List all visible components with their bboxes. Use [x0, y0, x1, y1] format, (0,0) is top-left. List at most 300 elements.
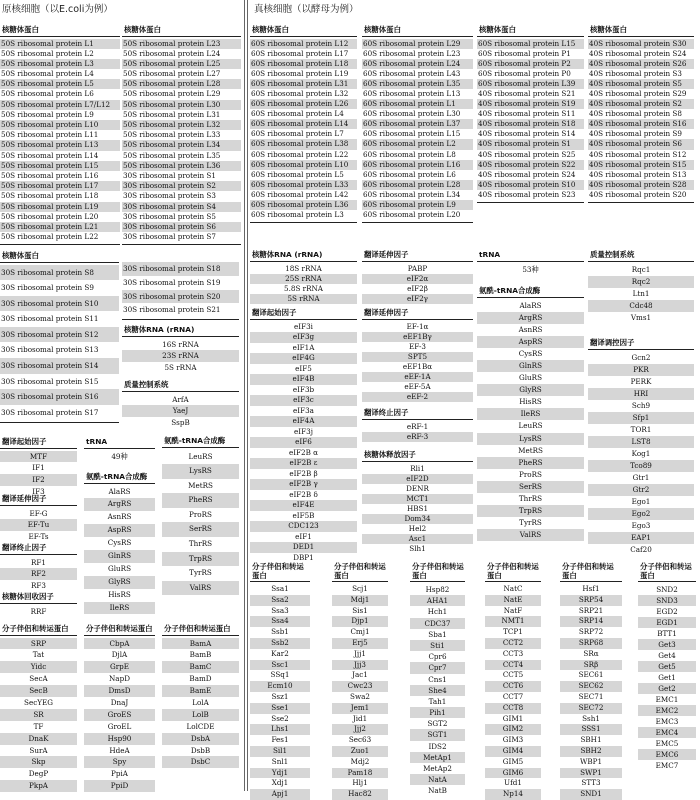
list-item: Get3 — [638, 639, 696, 650]
list-item: eIF2γ — [362, 294, 473, 304]
group-e-term — [362, 408, 473, 442]
list-item: eEF-1A — [362, 372, 473, 382]
list-item: Ego2 — [588, 508, 694, 520]
list-item: 60S ribosomal protein L15 — [363, 129, 461, 139]
group-header: 翻译延伸因子 — [0, 494, 77, 506]
list-item: 30S ribosomal protein S1 — [123, 170, 216, 180]
list-item: Yidc — [0, 661, 77, 673]
list-item: SEC71 — [578, 692, 604, 701]
list-item: 30S ribosomal protein S4 — [122, 202, 241, 212]
list-item: Ssh1 — [582, 713, 600, 723]
list-item: 50S ribosomal protein L2 — [1, 48, 94, 58]
list-item: 60S ribosomal protein L33 — [250, 180, 357, 190]
list-item: eIF3a — [293, 405, 314, 415]
list-item: GIM3 — [502, 735, 524, 745]
list-item: PpiD — [84, 780, 155, 792]
list-item: EMC3 — [655, 717, 679, 727]
list-item: 25S rRNA — [250, 274, 357, 284]
list-item: LysRS — [162, 464, 239, 479]
list-item: 60S ribosomal protein L19 — [251, 68, 349, 78]
list-item: TF — [33, 721, 44, 731]
group-header: 质量控制系统 — [588, 250, 694, 262]
list-item: 50S ribosomal protein L25 — [122, 59, 241, 69]
list-item: 30S ribosomal protein S18 — [122, 262, 239, 276]
list-item: TCP1 — [503, 627, 523, 637]
list-item: Ydj1 — [250, 768, 310, 779]
list-item: 60S ribosomal protein P2 — [477, 59, 584, 69]
group-e-init — [250, 308, 357, 563]
list-item: eIF1 — [295, 531, 312, 541]
list-item: Jjj2 — [332, 724, 388, 735]
list-item: Sch9 — [631, 400, 651, 410]
list-item: NMT1 — [485, 616, 541, 627]
list-item: PERK — [630, 376, 652, 386]
list-item: GrpE — [84, 661, 155, 673]
list-item: 40S ribosomal protein S1 — [477, 139, 584, 149]
group-p-rp50-a — [0, 25, 120, 245]
list-item: 50S ribosomal protein L20 — [1, 211, 99, 221]
group-header: 分子伴侣和转运蛋白 — [250, 562, 310, 582]
list-item: PpiA — [111, 769, 128, 779]
list-item: HisRS — [519, 397, 542, 407]
list-item: Tat — [32, 650, 45, 660]
group-rule — [250, 222, 357, 223]
list-item: Ssa4 — [250, 616, 310, 627]
list-item: NapD — [109, 674, 130, 684]
group-header: 分子伴侣和转运蛋白 — [162, 624, 239, 636]
list-item: She4 — [410, 685, 465, 696]
list-item: eIF2α — [362, 274, 473, 284]
list-item: 60S ribosomal protein L43 — [363, 68, 461, 78]
group-rule — [0, 244, 120, 245]
list-item: 40S ribosomal protein S23 — [478, 189, 576, 199]
list-item: EMC6 — [638, 749, 696, 760]
list-item: 40S ribosomal protein S10 — [477, 180, 584, 190]
list-item: 50S ribosomal protein L23 — [122, 39, 241, 49]
list-item: AlaRS — [108, 486, 131, 496]
group-p-rp50-b — [122, 25, 241, 245]
list-item: EMC2 — [638, 705, 696, 716]
list-item: Vms1 — [630, 313, 652, 323]
list-item: 30S ribosomal protein S10 — [0, 296, 119, 312]
list-item: SRP14 — [560, 616, 622, 627]
list-item: Sti1 — [410, 640, 465, 651]
group-header: 氨酰-tRNA合成酶 — [162, 436, 239, 448]
list-item: 49种 — [111, 451, 128, 461]
list-item: AspRS — [477, 336, 584, 348]
list-item: 60S ribosomal protein L26 — [250, 99, 357, 109]
list-item: LolA — [192, 697, 209, 707]
list-item: ArfA — [172, 394, 189, 404]
list-item: YaeJ — [122, 405, 239, 417]
list-item: GluRS — [107, 563, 131, 573]
list-item: Lhs1 — [250, 724, 310, 735]
list-item: Sil1 — [250, 746, 310, 757]
list-item: 60S ribosomal protein L42 — [251, 189, 349, 199]
list-item: Gtr1 — [632, 472, 650, 482]
list-item: 30S ribosomal protein S20 — [122, 290, 239, 304]
list-item: IDS2 — [428, 741, 447, 751]
list-item: DjlA — [111, 650, 128, 660]
group-header: 核糖体回收因子 — [0, 592, 77, 604]
list-item: 60S ribosomal protein L12 — [250, 39, 357, 49]
list-item: SerRS — [162, 522, 239, 537]
list-item: CDC123 — [250, 521, 357, 532]
list-item: GlnRS — [84, 550, 155, 563]
list-item: 30S ribosomal protein S13 — [1, 345, 99, 355]
list-item: SBH1 — [580, 735, 602, 745]
list-item: MetRS — [188, 480, 213, 490]
list-item: eIF3g — [250, 332, 357, 343]
list-item: 60S ribosomal protein L6 — [363, 169, 456, 179]
list-item: 30S ribosomal protein S2 — [122, 181, 241, 191]
list-item: Tah1 — [428, 696, 447, 706]
list-item: CDC37 — [410, 618, 465, 629]
group-p-chap-c — [162, 624, 239, 768]
list-item: MetAp1 — [410, 752, 465, 763]
list-item: 60S ribosomal protein L31 — [250, 79, 357, 89]
list-item: CysRS — [107, 538, 132, 548]
list-item: Fes1 — [271, 735, 289, 745]
list-item: EMC7 — [655, 761, 679, 771]
group-header: 核糖体蛋白 — [0, 251, 119, 263]
list-item: NatA — [410, 774, 465, 785]
list-item: eIF4A — [250, 416, 357, 427]
list-item: SGT2 — [427, 719, 448, 729]
list-item: AsnRS — [518, 324, 543, 334]
list-item: 60S ribosomal protein L16 — [362, 160, 473, 170]
group-rule — [477, 202, 584, 203]
list-item: Gtr2 — [588, 484, 694, 496]
list-item: 40S ribosomal protein S15 — [588, 160, 694, 170]
list-item: 50S ribosomal protein L35 — [123, 150, 221, 160]
list-item: BamA — [162, 638, 239, 650]
list-item: 50S ribosomal protein L16 — [1, 170, 99, 180]
list-item: SRP — [0, 638, 77, 650]
list-item: 50S ribosomal protein L5 — [0, 79, 120, 89]
list-item: 40S ribosomal protein S22 — [477, 160, 584, 170]
list-item: 60S ribosomal protein L34 — [363, 189, 461, 199]
list-item: Sse2 — [271, 713, 289, 723]
list-item: SurA — [29, 745, 48, 755]
list-item: CbpA — [84, 638, 155, 650]
list-item: Cmj1 — [350, 627, 370, 637]
prokaryote-title: 原核细胞（以E.coli为例） — [2, 4, 113, 15]
list-item: 50S ribosomal protein L22 — [1, 232, 99, 242]
list-item: 40S ribosomal protein S18 — [477, 119, 584, 129]
list-item: 60S ribosomal protein L29 — [362, 39, 473, 49]
list-item: 30S ribosomal protein S15 — [1, 376, 99, 386]
list-item: Slh1 — [409, 544, 426, 554]
list-item: DBP1 — [293, 552, 314, 562]
group-header: 核糖体RNA (rRNA) — [122, 325, 239, 337]
list-item: TOR1 — [630, 424, 652, 434]
list-item: SerRS — [477, 481, 584, 493]
group-header: 分子伴侣和转运蛋白 — [485, 562, 541, 582]
list-item: 60S ribosomal protein L14 — [250, 119, 357, 129]
list-item: ThrRS — [518, 494, 543, 504]
list-item: SBH2 — [560, 746, 622, 757]
list-item: 60S ribosomal protein L15 — [477, 39, 584, 49]
list-item: 50S ribosomal protein L13 — [0, 140, 120, 150]
group-rule — [122, 319, 239, 320]
list-item: RF1 — [31, 557, 46, 567]
list-item: GlyRS — [477, 384, 584, 396]
list-item: 40S ribosomal protein S6 — [588, 139, 694, 149]
list-item: 40S ribosomal protein S20 — [589, 189, 687, 199]
list-item: DsbB — [190, 745, 211, 755]
group-header: 翻译终止因子 — [0, 543, 77, 555]
list-item: eIF2B α — [288, 447, 319, 457]
list-item: 60S ribosomal protein L1 — [362, 99, 473, 109]
group-p-aars-b — [162, 436, 239, 595]
group-p-rrna — [122, 325, 239, 374]
list-item: Ssa2 — [250, 595, 310, 606]
group-header: 分子伴侣和转运蛋白 — [410, 562, 465, 582]
list-item: 40S ribosomal protein S2 — [588, 99, 694, 109]
list-item: MTF — [0, 451, 77, 463]
list-item: SSq1 — [270, 670, 290, 680]
group-p-trna — [84, 437, 155, 463]
list-item: Get5 — [638, 661, 696, 672]
group-header: tRNA — [477, 250, 584, 262]
list-item: eIF4B — [250, 374, 357, 385]
list-item: 50S ribosomal protein L21 — [0, 222, 120, 232]
list-item: 60S ribosomal protein L13 — [363, 88, 461, 98]
list-item: GluRS — [518, 373, 542, 383]
group-e-reg — [588, 338, 694, 556]
list-item: eIF4G — [250, 353, 357, 364]
group-header: 翻译终止因子 — [362, 408, 473, 420]
list-item: BamD — [189, 674, 212, 684]
list-item: 30S ribosomal protein S14 — [0, 358, 119, 374]
list-item: ValRS — [477, 529, 584, 541]
list-item: 60S ribosomal protein L35 — [362, 79, 473, 89]
list-item: 50S ribosomal protein L6 — [1, 89, 94, 99]
panel-divider-2 — [247, 0, 248, 791]
list-item: GIM6 — [485, 768, 541, 779]
list-item: 50S ribosomal protein L32 — [122, 120, 241, 130]
list-item: GIM1 — [502, 713, 524, 723]
list-item: SRα — [583, 648, 599, 658]
list-item: EAP1 — [588, 532, 694, 544]
list-item: Pih1 — [410, 707, 465, 718]
list-item: Sba1 — [428, 629, 447, 639]
list-item: Ssa3 — [271, 605, 289, 615]
list-item: 50S ribosomal protein L24 — [123, 48, 221, 58]
group-p-term — [0, 543, 77, 592]
list-item: Hel2 — [408, 524, 427, 534]
list-item: DnaJ — [110, 697, 129, 707]
list-item: 50S ribosomal protein L30 — [122, 100, 241, 110]
list-item: Hsp90 — [84, 733, 155, 745]
list-item: 50S ribosomal protein L1 — [0, 39, 120, 49]
group-p-aars-a — [84, 472, 155, 614]
list-item: LysRS — [477, 433, 584, 445]
list-item: SRP72 — [578, 627, 604, 637]
list-item: eRF-1 — [406, 421, 429, 431]
list-item: NatE — [485, 595, 541, 606]
list-item: TyrRS — [519, 518, 542, 528]
list-item: NatF — [503, 605, 523, 615]
list-item: eIF3c — [250, 395, 357, 406]
list-item: 40S ribosomal protein S24 — [589, 48, 687, 58]
list-item: PKR — [588, 364, 694, 376]
list-item: PkpA — [0, 780, 77, 792]
list-item: 60S ribosomal protein L17 — [251, 48, 349, 58]
list-item: Jac1 — [352, 670, 368, 680]
list-item: BTT1 — [657, 629, 677, 639]
list-item: Apj1 — [250, 789, 310, 800]
list-item: Hsf1 — [582, 584, 600, 594]
list-item: SSS1 — [560, 724, 622, 735]
group-header: 分子伴侣和转运蛋白 — [332, 562, 388, 582]
group-header: tRNA — [84, 437, 155, 449]
list-item: 40S ribosomal protein S30 — [588, 39, 694, 49]
group-p-chap-a — [0, 624, 77, 792]
group-e-rp-c — [477, 25, 584, 203]
list-item: eIF2D — [362, 474, 473, 484]
list-item: DENR — [406, 483, 429, 493]
list-item: EF-G — [29, 508, 48, 518]
group-p-elong — [0, 494, 77, 543]
list-item: 40S ribosomal protein S25 — [478, 149, 576, 159]
list-item: Ssc1 — [250, 660, 310, 671]
list-item: 60S ribosomal protein L32 — [251, 88, 349, 98]
list-item: 60S ribosomal protein L37 — [362, 119, 473, 129]
list-item: Jid1 — [352, 713, 368, 723]
list-item: eIF2B γ — [250, 479, 357, 490]
list-item: 40S ribosomal protein S8 — [589, 109, 682, 119]
group-e-elong1 — [362, 250, 473, 304]
list-item: CCT7 — [502, 692, 524, 701]
list-item: eIF2B β — [289, 468, 318, 478]
panel-divider — [244, 0, 245, 791]
list-item: NatC — [503, 584, 523, 594]
list-item: 40S ribosomal protein S28 — [588, 180, 694, 190]
list-item: 50S ribosomal protein L29 — [123, 89, 221, 99]
group-e-chap-f — [638, 562, 696, 771]
list-item: 40S ribosomal protein S12 — [589, 149, 687, 159]
list-item: CCT6 — [485, 681, 541, 692]
list-item: Kar2 — [271, 648, 289, 658]
group-header: 核糖体蛋白 — [0, 25, 120, 37]
list-item: SPT5 — [362, 352, 473, 362]
list-item: 40S ribosomal protein S26 — [588, 59, 694, 69]
list-item: Scj1 — [352, 584, 368, 594]
list-item: Ego1 — [631, 496, 651, 506]
list-item: Get2 — [638, 683, 696, 694]
list-item: EF-Tu — [0, 519, 77, 531]
list-item: 40S ribosomal protein S9 — [589, 129, 682, 139]
list-item: Sse1 — [250, 703, 310, 714]
list-item: Djp1 — [332, 616, 388, 627]
list-item: eRF-3 — [362, 432, 473, 442]
list-item: eIF6 — [250, 437, 357, 448]
list-item: 30S ribosomal protein S9 — [1, 283, 94, 293]
list-item: HRI — [588, 388, 694, 400]
list-item: GroEL — [107, 721, 132, 731]
list-item: Ssz1 — [271, 692, 289, 701]
list-item: 50S ribosomal protein L33 — [123, 130, 221, 140]
list-item: ArgRS — [84, 498, 155, 511]
list-item: 60S ribosomal protein L18 — [250, 59, 357, 69]
group-header: 核糖体蛋白 — [588, 25, 694, 37]
group-header: 翻译延伸因子 — [362, 250, 473, 262]
list-item: 50S ribosomal protein L11 — [1, 130, 99, 140]
group-e-rrna — [250, 250, 357, 304]
list-item: GlnRS — [477, 360, 584, 372]
list-item: DED1 — [250, 542, 357, 553]
list-item: 50S ribosomal protein L15 — [0, 161, 120, 171]
list-item: MCT1 — [362, 494, 473, 504]
group-header: 翻译调控因子 — [588, 338, 694, 350]
list-item: EGD2 — [656, 607, 678, 617]
list-item: eIF2B δ — [289, 489, 318, 499]
list-item: SND2 — [656, 585, 678, 595]
list-item: 30S ribosomal protein S19 — [123, 277, 221, 287]
list-item: 23S rRNA — [122, 350, 239, 362]
list-item: 60S ribosomal protein L30 — [363, 109, 461, 119]
list-item: eEF1Bγ — [362, 332, 473, 342]
list-item: eIF3i — [294, 321, 313, 331]
list-item: SRP54 — [560, 595, 622, 606]
list-item: GIM5 — [502, 756, 524, 766]
list-item: Spy — [84, 756, 155, 768]
list-item: Mdj2 — [350, 756, 370, 766]
list-item: RRF — [30, 606, 47, 616]
list-item: GIM2 — [485, 724, 541, 735]
list-item: Rqc1 — [631, 264, 651, 274]
list-item: Gcn2 — [631, 352, 651, 362]
list-item: BamC — [162, 661, 239, 673]
group-rule — [0, 422, 119, 423]
list-item: ArgRS — [477, 312, 584, 324]
list-item: Hac82 — [332, 789, 388, 800]
list-item: 60S ribosomal protein L36 — [250, 200, 357, 210]
list-item: HdeA — [109, 745, 130, 755]
list-item: CysRS — [518, 348, 543, 358]
list-item: eIF5 — [295, 363, 312, 373]
list-item: Cpr6 — [428, 652, 447, 662]
list-item: Cdc48 — [588, 300, 694, 312]
list-item: CCT8 — [485, 703, 541, 714]
list-item: SND3 — [638, 595, 696, 606]
list-item: 50S ribosomal protein L10 — [0, 120, 120, 130]
group-header: 核糖体蛋白 — [362, 25, 473, 37]
list-item: 60S ribosomal protein L4 — [251, 109, 344, 119]
list-item: PheRS — [477, 457, 584, 469]
list-item: Skp — [0, 756, 77, 768]
list-item: SecA — [29, 674, 48, 684]
list-item: 53种 — [522, 264, 539, 274]
list-item: 30S ribosomal protein S17 — [1, 407, 99, 417]
list-item: Xdj1 — [271, 778, 289, 788]
list-item: AspRS — [84, 524, 155, 537]
list-item: Sis1 — [352, 605, 368, 615]
list-item: 40S ribosomal protein S19 — [477, 99, 584, 109]
group-header: 氨酰-tRNA合成酶 — [477, 286, 584, 298]
list-item: Sec63 — [348, 735, 372, 745]
list-item: LolCDE — [186, 721, 215, 731]
list-item: 50S ribosomal protein L9 — [1, 109, 94, 119]
list-item: SecB — [0, 685, 77, 697]
list-item: eIF5B — [292, 510, 315, 520]
list-item: 50S ribosomal protein L3 — [0, 59, 120, 69]
list-item: CCT2 — [485, 638, 541, 649]
list-item: eIF3j — [294, 426, 313, 436]
list-item: SRP21 — [578, 605, 604, 615]
